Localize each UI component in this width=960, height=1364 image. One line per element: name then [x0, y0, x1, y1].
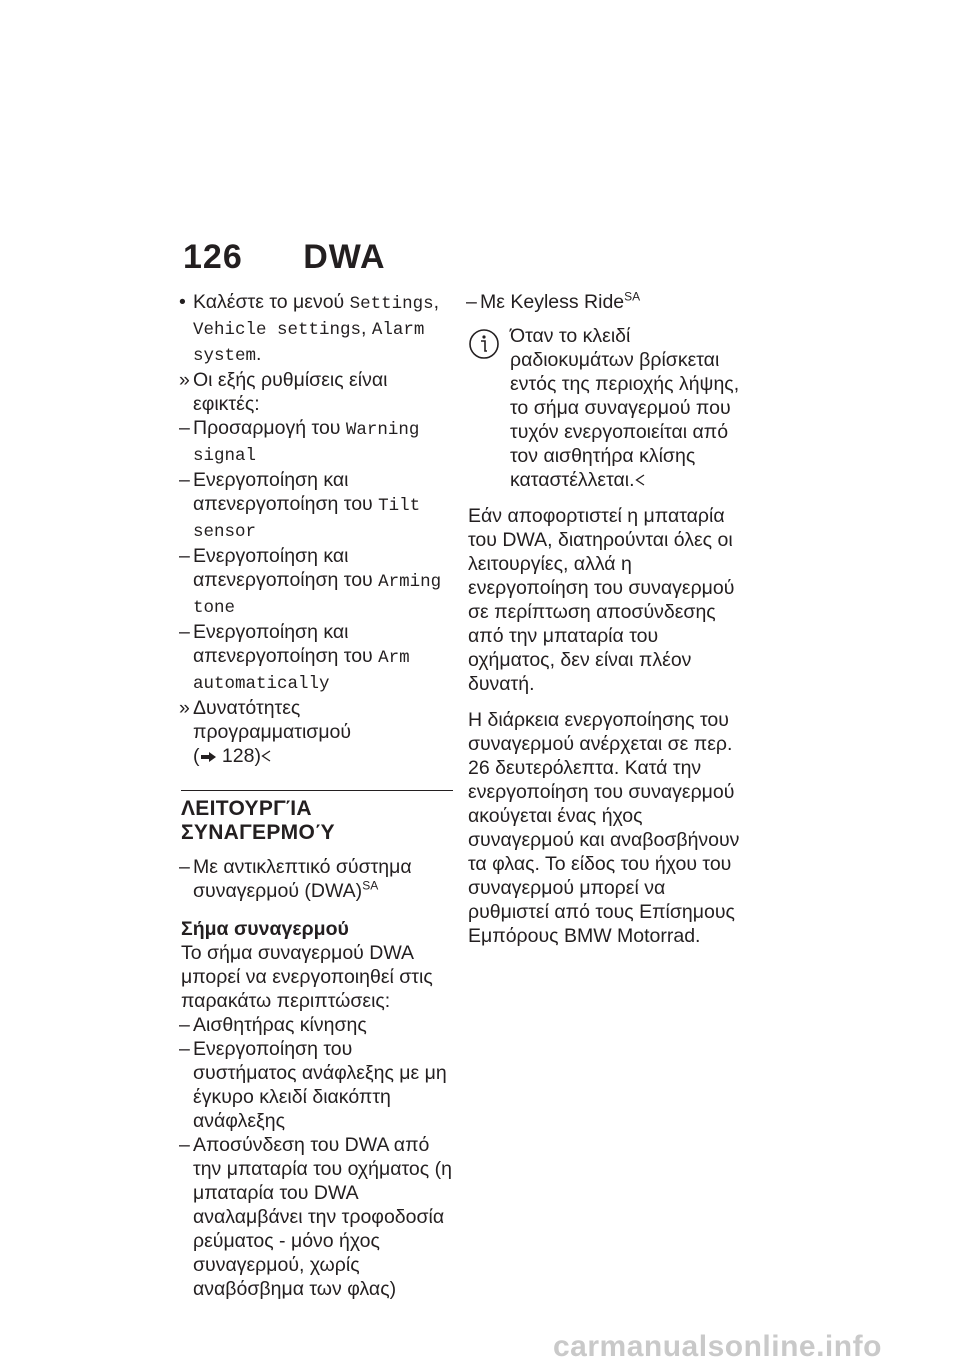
chapter-title: DWA [303, 238, 386, 276]
dash-icon: – [179, 856, 190, 878]
dash-icon: – [179, 1038, 190, 1060]
list-item-text: Αποσύνδεση του DWA από την μπαταρία του οχήματος (η μπαταρία του DWA αναλαμβάνει την τροφοδοσία ρεύματος - μόνο ήχος συναγερμού, χωρίς αναβόσβημα των φλας) [193, 1134, 452, 1300]
special-equipment-badge: SA [624, 289, 641, 304]
dash-icon: – [466, 291, 477, 313]
dash-icon: – [179, 469, 190, 491]
right-column [468, 290, 740, 948]
subheading: Σήμα συναγερμού [181, 918, 349, 940]
left-column [181, 290, 453, 1301]
page-number: 126 [183, 238, 243, 276]
list-item [181, 1013, 453, 1037]
list-item-text: Ενεργοποίηση του συστήματος ανάφλεξης με μη έγκυρο κλειδί διακόπτη ανάφλεξης [193, 1038, 447, 1132]
bullet-text: Καλέστε το μενού [193, 291, 350, 313]
dash-icon: – [179, 417, 190, 439]
dash-icon: – [179, 1014, 190, 1036]
note-text: Όταν το κλειδί ραδιοκυμάτων βρίσκεται εντός της περιοχής λήψης, το σήμα συναγερμού που τυχόν ενεργοποιείται από τον αισθητήρα κλίσης καταστέλλεται. [510, 325, 740, 491]
bullet-icon: • [179, 291, 186, 313]
page-reference-arrow-icon [200, 752, 217, 762]
dash-icon: – [179, 621, 190, 643]
end-marker-icon [635, 474, 645, 486]
separator: , [361, 317, 372, 339]
section-divider [181, 790, 453, 791]
special-equipment-badge: SA [362, 878, 379, 893]
paragraph: Το σήμα συναγερμού DWA μπορεί να ενεργοποιηθεί στις παρακάτω περιπτώσεις: [181, 942, 433, 1012]
info-note [468, 324, 740, 492]
menu-code-arming-tone: Arming tone [193, 572, 442, 618]
dash-icon: – [179, 1134, 190, 1156]
menu-code-warning-signal: Warning signal [193, 420, 420, 466]
list-item [181, 1133, 453, 1301]
paragraph: Εάν αποφορτιστεί η μπαταρία του DWA, διατηρούνται όλες οι λειτουργίες, αλλά η ενεργοποίηση του συναγερμού σε περίπτωση αποσύνδεσης από την μπαταρία του οχήματος, δεν είναι πλέον δυνατή. [468, 505, 735, 695]
menu-code-alarm-system: Alarm system [193, 320, 425, 366]
result-text: Δυνατότητες προγραμματισμού [193, 697, 352, 743]
list-item-text: Ενεργοποίηση και απενεργοποίηση του [193, 469, 379, 515]
equipment-text: Με Keyless Ride [480, 291, 625, 313]
menu-code-vehicle-settings: Vehicle settings [193, 320, 362, 340]
list-item [181, 468, 453, 544]
instruction-bullet [181, 290, 453, 368]
list-item-text: Προσαρμογή του [193, 417, 346, 439]
list-item [181, 416, 453, 468]
result-icon: » [179, 369, 190, 391]
page-reference[interactable]: 128) [221, 745, 261, 767]
menu-code-settings: Settings [349, 294, 434, 314]
list-item [181, 620, 453, 696]
menu-code-arm-automatically: Arm automatically [193, 648, 410, 694]
result-text: Οι εξής ρυθμίσεις είναι εφικτές: [193, 369, 388, 415]
result-icon: » [179, 697, 190, 719]
menu-code-tilt-sensor: Tilt sensor [193, 496, 421, 542]
list-item [181, 1037, 453, 1133]
equipment-text: Με αντικλεπτικό σύστημα συναγερμού (DWA) [193, 856, 412, 902]
info-icon [468, 328, 500, 364]
list-item-text: Ενεργοποίηση και απενεργοποίηση του [193, 621, 379, 667]
page-header [183, 238, 386, 277]
list-item-text: Αισθητήρας κίνησης [193, 1014, 367, 1036]
result-line [181, 368, 453, 416]
equipment-item [181, 855, 453, 903]
result-line: » Δυνατότητες προγραμματισμού ( 128) [179, 697, 352, 767]
dash-icon: – [179, 545, 190, 567]
section-title: ΛΕΙΤΟΥΡΓΊΑ ΣΥΝΑΓΕΡΜΟΎ [181, 797, 335, 844]
watermark: carmanualsonline.info [553, 1330, 882, 1363]
equipment-item [468, 290, 740, 314]
paragraph: Η διάρκεια ενεργοποίησης του συναγερμού ανέρχεται σε περ. 26 δευτερόλεπτα. Κατά την ενεργοποίηση του συναγερμού ακούγεται ένας ήχος συναγερμού και αναβοσβήνουν τα φλας. Το είδος του ήχου του συναγερμού μπορεί να ρυθμιστεί από τους Επίσημους Εμπόρους BMW Motorrad. [468, 709, 740, 947]
list-item [181, 544, 453, 620]
end-marker-icon [261, 750, 271, 762]
bullet-end: . [256, 343, 262, 365]
list-item-text: Ενεργοποίηση και απενεργοποίηση του [193, 545, 379, 591]
separator: , [433, 291, 440, 313]
